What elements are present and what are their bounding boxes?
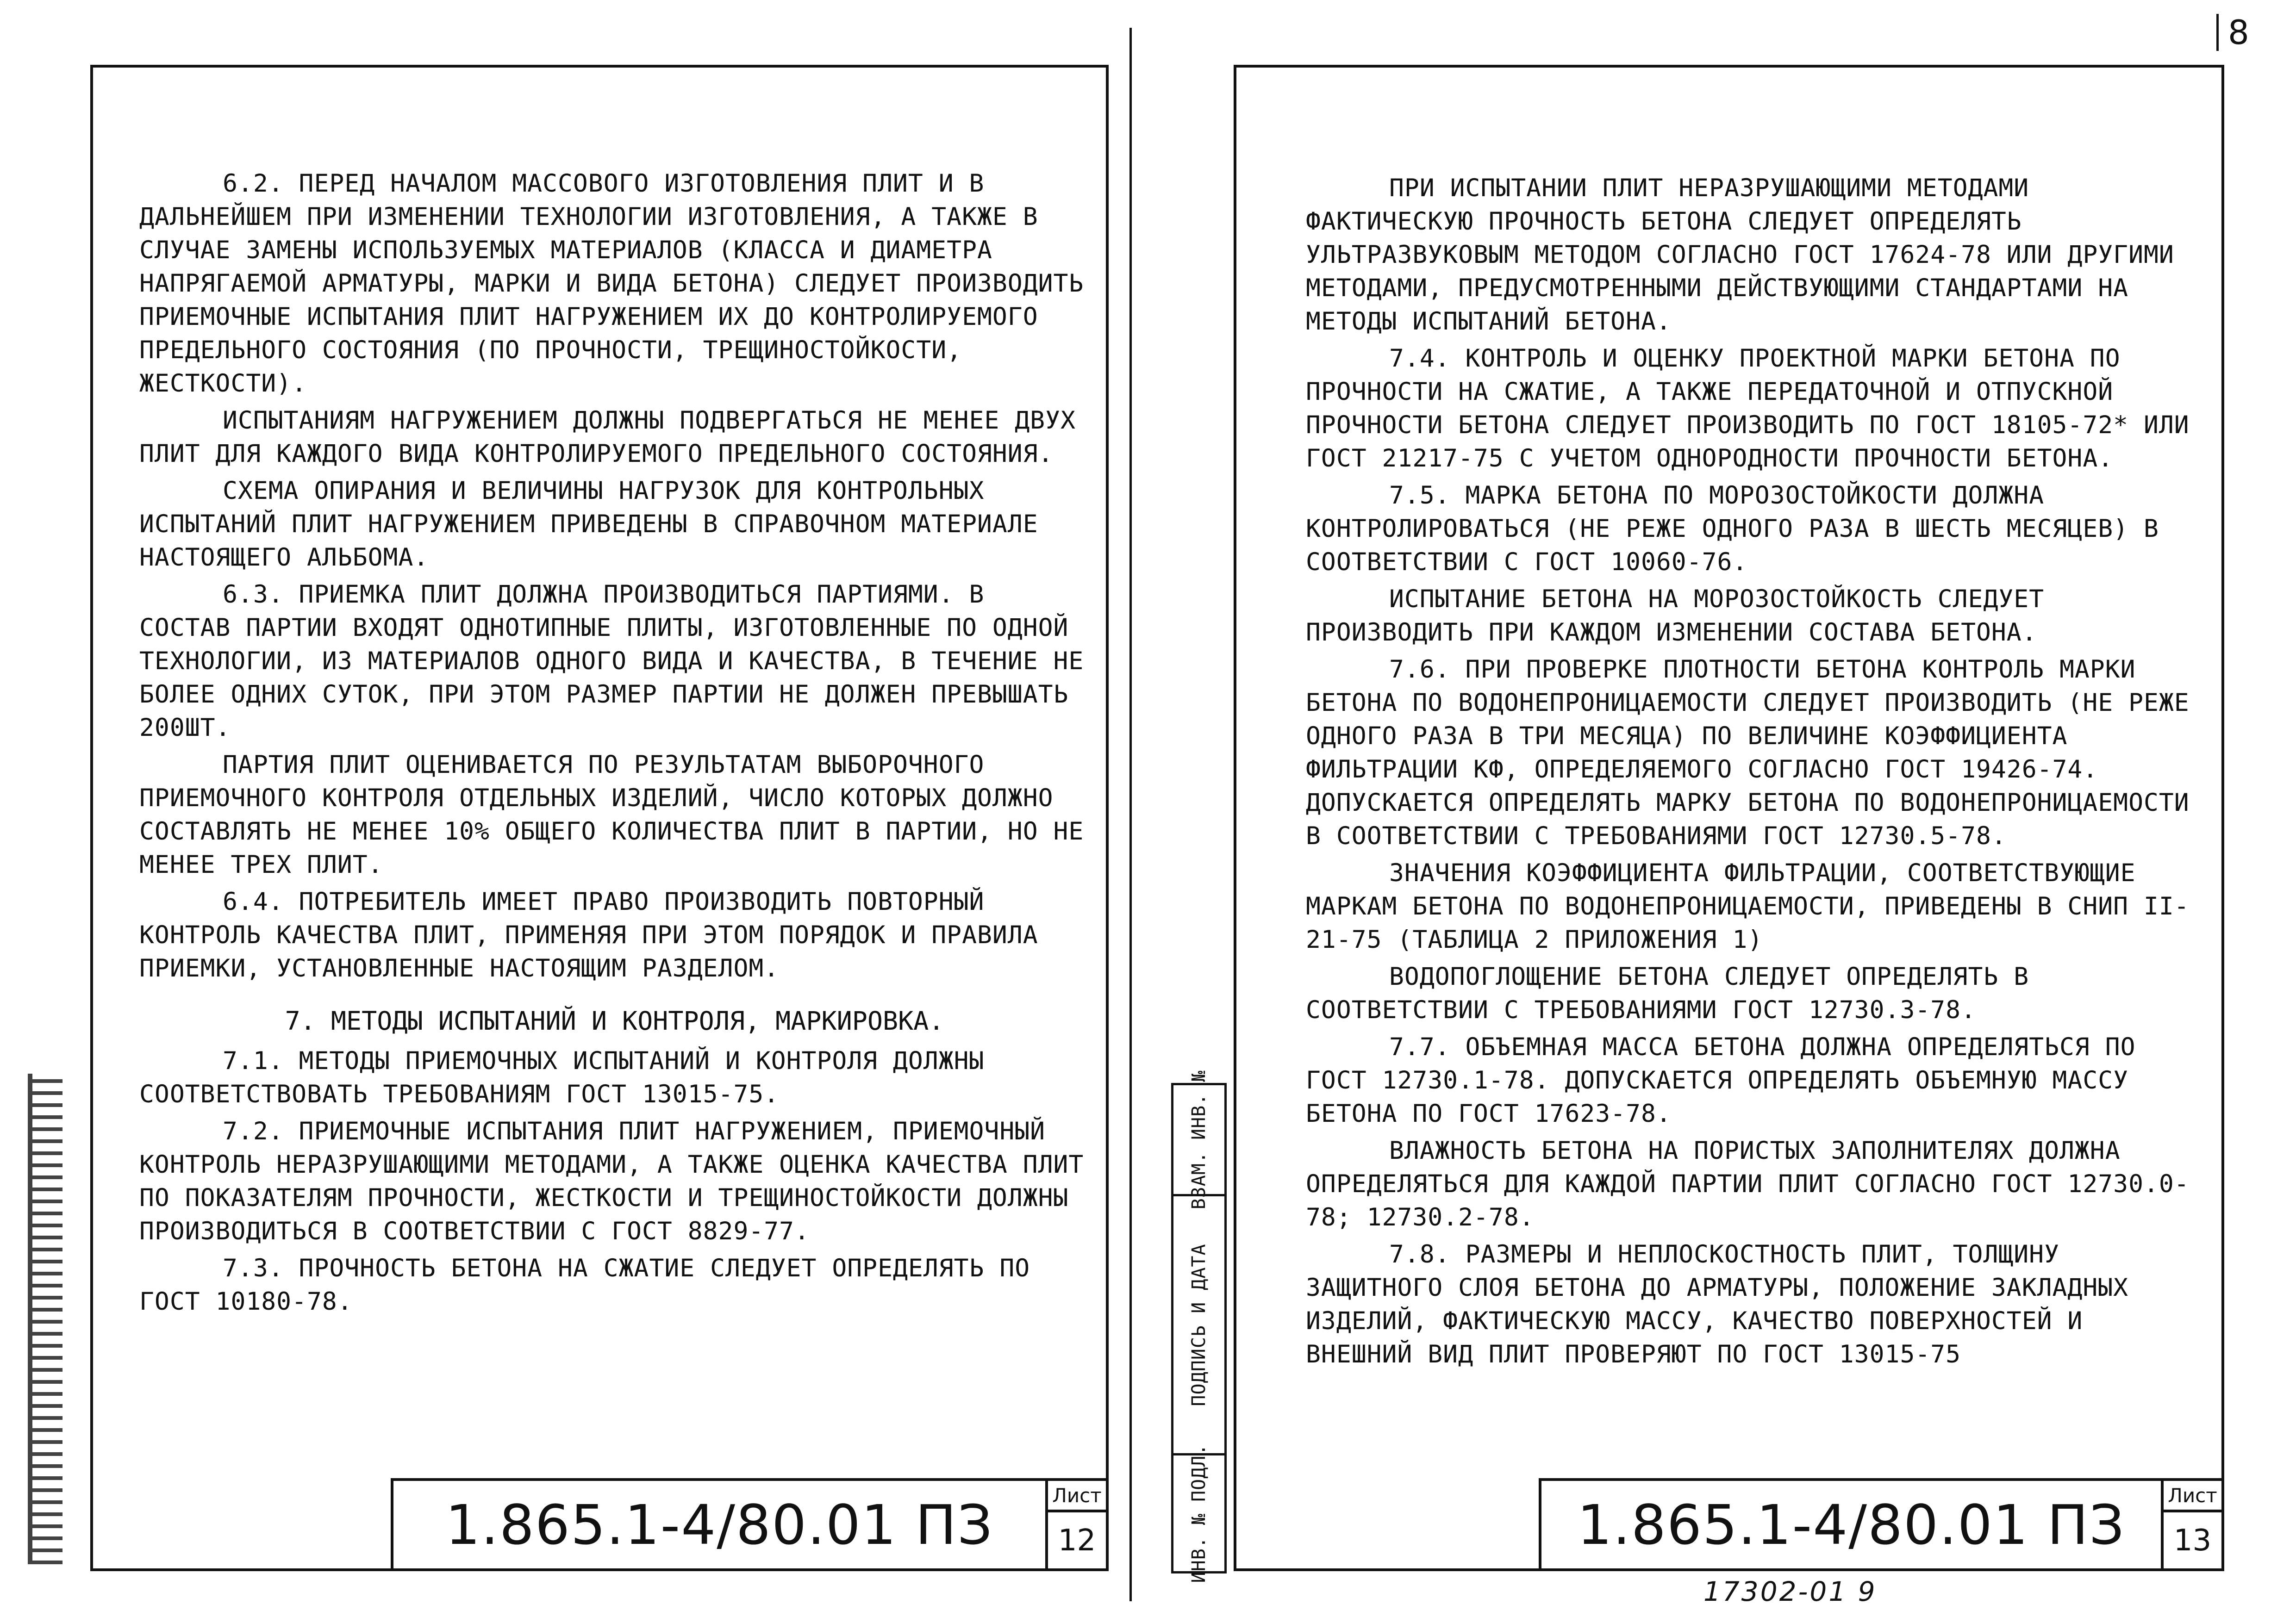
paragraph: 6.2. ПЕРЕД НАЧАЛОМ МАССОВОГО ИЗГОТОВЛЕНИЯ ПЛИТ И В ДАЛЬНЕЙШЕМ ПРИ ИЗМЕНЕНИИ ТЕХНОЛОГИИ ИЗГОТОВЛЕНИЯ, А ТАКЖЕ В СЛУЧАЕ ЗАМЕНЫ ИСПОЛЬЗУЕМЫХ МАТЕРИАЛОВ (КЛАССА И ДИАМЕТРА НАПРЯГАЕМОЙ АРМАТУРЫ, МАРКИ И ВИДА БЕТОНА) СЛЕДУЕТ ПРОИЗВОДИТЬ ПРИЕМОЧНЫЕ ИСПЫТАНИЯ ПЛИТ НАГРУЖЕНИЕМ ИХ ДО КОНТРОЛИРУЕМОГО ПРЕДЕЛЬНОГО СОСТОЯНИЯ (ПО ПРОЧНОСТИ, ТРЕЩИНОСТОЙКОСТИ, ЖЕСТКОСТИ).	[139, 169, 1099, 398]
stamp-cell	[1173, 1443, 1224, 1583]
approval-stamp	[1171, 1070, 1227, 1583]
sheet-number: 13	[2173, 1523, 2212, 1558]
sheet-box	[2161, 1481, 2221, 1568]
left-page-text	[139, 167, 1099, 1322]
bottom-archive-number: 17302-01 9	[1703, 1576, 1877, 1607]
section-heading: 7. МЕТОДЫ ИСПЫТАНИЙ И КОНТРОЛЯ, МАРКИРОВКА.	[285, 1006, 944, 1036]
corner-page-number: 8	[2216, 14, 2249, 51]
left-page	[90, 65, 1109, 1571]
paragraph: ИСПЫТАНИЕ БЕТОНА НА МОРОЗОСТОЙКОСТЬ СЛЕДУЕТ ПРОИЗВОДИТЬ ПРИ КАЖДОМ ИЗМЕНЕНИИ СОСТАВА БЕТОНА.	[1306, 585, 2059, 647]
paragraph: 7.7. ОБЪЕМНАЯ МАССА БЕТОНА ДОЛЖНА ОПРЕДЕЛЯТЬСЯ ПО ГОСТ 12730.1-78. ДОПУСКАЕТСЯ ОПРЕДЕЛЯТЬ ОБЪЕМНУЮ МАССУ БЕТОНА ПО ГОСТ 17623-78.	[1306, 1033, 2151, 1128]
paragraph: 6.3. ПРИЕМКА ПЛИТ ДОЛЖНА ПРОИЗВОДИТЬСЯ ПАРТИЯМИ. В СОСТАВ ПАРТИИ ВХОДЯТ ОДНОТИПНЫЕ ПЛИТЫ, ИЗГОТОВЛЕННЫЕ ПО ОДНОЙ ТЕХНОЛОГИИ, ИЗ МАТЕРИАЛОВ ОДНОГО ВИДА И КАЧЕСТВА, В ТЕЧЕНИЕ НЕ БОЛЕЕ ОДНИХ СУТОК, ПРИ ЭТОМ РАЗМЕР ПАРТИИ НЕ ДОЛЖЕН ПРЕВЫШАТЬ 200ШТ.	[139, 580, 1099, 742]
paragraph: ВОДОПОГЛОЩЕНИЕ БЕТОНА СЛЕДУЕТ ОПРЕДЕЛЯТЬ В СООТВЕТСТВИИ С ТРЕБОВАНИЯМИ ГОСТ 12730.3-78.	[1306, 963, 2045, 1024]
paragraph: ПАРТИЯ ПЛИТ ОЦЕНИВАЕТСЯ ПО РЕЗУЛЬТАТАМ ВЫБОРОЧНОГО ПРИЕМОЧНОГО КОНТРОЛЯ ОТДЕЛЬНЫХ ИЗДЕЛИЙ, ЧИСЛО КОТОРЫХ ДОЛЖНО СОСТАВЛЯТЬ НЕ МЕНЕЕ 10% ОБЩЕГО КОЛИЧЕСТВА ПЛИТ В ПАРТИИ, НО НЕ МЕНЕЕ ТРЕХ ПЛИТ.	[139, 751, 1099, 879]
sheet-label: Лист	[1048, 1481, 1106, 1512]
paragraph: 7.1. МЕТОДЫ ПРИЕМОЧНЫХ ИСПЫТАНИЙ И КОНТРОЛЯ ДОЛЖНЫ СООТВЕТСТВОВАТЬ ТРЕБОВАНИЯМ ГОСТ 13015-75.	[139, 1047, 1000, 1108]
paragraph: 7.3. ПРОЧНОСТЬ БЕТОНА НА СЖАТИЕ СЛЕДУЕТ ОПРЕДЕЛЯТЬ ПО ГОСТ 10180-78.	[139, 1254, 1046, 1316]
right-page	[1234, 65, 2224, 1571]
stamp-text: ИНВ. № ПОДЛ.	[1188, 1443, 1210, 1583]
left-stamp-strip	[28, 1074, 62, 1564]
paragraph: 7.5. МАРКА БЕТОНА ПО МОРОЗОСТОЙКОСТИ ДОЛЖНА КОНТРОЛИРОВАТЬСЯ (НЕ РЕЖЕ ОДНОГО РАЗА В ШЕСТЬ МЕСЯЦЕВ) В СООТВЕТСТВИИ С ГОСТ 10060-76.	[1306, 481, 2174, 576]
document-designation: 1.865.1-4/80.01 ПЗ	[445, 1492, 993, 1557]
stamp-cell	[1173, 1196, 1224, 1455]
title-block	[1539, 1478, 2221, 1568]
stamp-text: ПОДПИСЬ И ДАТА	[1188, 1243, 1210, 1406]
paragraph: 7.2. ПРИЕМОЧНЫЕ ИСПЫТАНИЯ ПЛИТ НАГРУЖЕНИЕМ, ПРИЕМОЧНЫЙ КОНТРОЛЬ НЕРАЗРУШАЮЩИМИ МЕТОДАМИ, А ТАКЖЕ ОЦЕНКА КАЧЕСТВА ПЛИТ ПО ПОКАЗАТЕЛЯМ ПРОЧНОСТИ, ЖЕСТКОСТИ И ТРЕЩИНОСТОЙКОСТИ ДОЛЖНЫ ПРОИЗВОДИТЬСЯ В СООТВЕТСТВИИ С ГОСТ 8829-77.	[139, 1117, 1099, 1245]
paragraph: 7.6. ПРИ ПРОВЕРКЕ ПЛОТНОСТИ БЕТОНА КОНТРОЛЬ МАРКИ БЕТОНА ПО ВОДОНЕПРОНИЦАЕМОСТИ СЛЕДУЕТ ПРОИЗВОДИТЬ (НЕ РЕЖЕ ОДНОГО РАЗА В ТРИ МЕСЯЦА) ПО ВЕЛИЧИНЕ КОЭФФИЦИЕНТА ФИЛЬТРАЦИИ КФ, ОПРЕДЕЛЯЕМОГО СОГЛАСНО ГОСТ 19426-74. ДОПУСКАЕТСЯ ОПРЕДЕЛЯТЬ МАРКУ БЕТОНА ПО ВОДОНЕПРОНИЦАЕМОСТИ В СООТВЕТСТВИИ С ТРЕБОВАНИЯМИ ГОСТ 12730.5-78.	[1306, 655, 2205, 850]
document-designation: 1.865.1-4/80.01 ПЗ	[1577, 1492, 2125, 1557]
paragraph: 6.4. ПОТРЕБИТЕЛЬ ИМЕЕТ ПРАВО ПРОИЗВОДИТЬ ПОВТОРНЫЙ КОНТРОЛЬ КАЧЕСТВА ПЛИТ, ПРИМЕНЯЯ ПРИ ЭТОМ ПОРЯДОК И ПРАВИЛА ПРИЕМКИ, УСТАНОВЛЕННЫЕ НАСТОЯЩИМ РАЗДЕЛОМ.	[139, 888, 1054, 983]
paragraph: ВЛАЖНОСТЬ БЕТОНА НА ПОРИСТЫХ ЗАПОЛНИТЕЛЯХ ДОЛЖНА ОПРЕДЕЛЯТЬСЯ ДЛЯ КАЖДОЙ ПАРТИИ ПЛИТ СОГЛАСНО ГОСТ 12730.0-78; 12730.2-78.	[1306, 1137, 2190, 1231]
paragraph: 7.8. РАЗМЕРЫ И НЕПЛОСКОСТНОСТЬ ПЛИТ, ТОЛЩИНУ ЗАЩИТНОГО СЛОЯ БЕТОНА ДО АРМАТУРЫ, ПОЛОЖЕНИЕ ЗАКЛАДНЫХ ИЗДЕЛИЙ, ФАКТИЧЕСКУЮ МАССУ, КАЧЕСТВО ПОВЕРХНОСТЕЙ И ВНЕШНИЙ ВИД ПЛИТ ПРОВЕРЯЮТ ПО ГОСТ 13015-75	[1306, 1240, 2144, 1368]
right-page-text	[1306, 172, 2203, 1375]
paragraph: ПРИ ИСПЫТАНИИ ПЛИТ НЕРАЗРУШАЮЩИМИ МЕТОДАМИ ФАКТИЧЕСКУЮ ПРОЧНОСТЬ БЕТОНА СЛЕДУЕТ ОПРЕДЕЛЯТЬ УЛЬТРАЗВУКОВЫМ МЕТОДОМ СОГЛАСНО ГОСТ 17624-78 ИЛИ ДРУГИМИ МЕТОДАМИ, ПРЕДУСМОТРЕННЫМИ ДЕЙСТВУЮЩИМИ СТАНДАРТАМИ НА МЕТОДЫ ИСПЫТАНИЙ БЕТОНА.	[1306, 174, 2190, 336]
sheet-number: 12	[1058, 1523, 1096, 1558]
page-fold-line	[1129, 28, 1132, 1601]
sheet-label: Лист	[2164, 1481, 2221, 1512]
paragraph: ИСПЫТАНИЯМ НАГРУЖЕНИЕМ ДОЛЖНЫ ПОДВЕРГАТЬСЯ НЕ МЕНЕЕ ДВУХ ПЛИТ ДЛЯ КАЖДОГО ВИДА КОНТРОЛИРУЕМОГО ПРЕДЕЛЬНОГО СОСТОЯНИЯ.	[139, 406, 1091, 468]
stamp-cell	[1173, 1070, 1224, 1209]
paragraph: ЗНАЧЕНИЯ КОЭФФИЦИЕНТА ФИЛЬТРАЦИИ, СООТВЕТСТВУЮЩИЕ МАРКАМ БЕТОНА ПО ВОДОНЕПРОНИЦАЕМОСТИ, ПРИВЕДЕНЫ В СНИП II-21-75 (ТАБЛИЦА 2 ПРИЛОЖЕНИЯ 1)	[1306, 859, 2190, 954]
sheet-box	[1045, 1481, 1106, 1568]
paragraph: СХЕМА ОПИРАНИЯ И ВЕЛИЧИНЫ НАГРУЗОК ДЛЯ КОНТРОЛЬНЫХ ИСПЫТАНИЙ ПЛИТ НАГРУЖЕНИЕМ ПРИВЕДЕНЫ В СПРАВОЧНОМ МАТЕРИАЛЕ НАСТОЯЩЕГО АЛЬБОМА.	[139, 477, 1054, 572]
paragraph: 7.4. КОНТРОЛЬ И ОЦЕНКУ ПРОЕКТНОЙ МАРКИ БЕТОНА ПО ПРОЧНОСТИ НА СЖАТИЕ, А ТАКЖЕ ПЕРЕДАТОЧНОЙ И ОТПУСКНОЙ ПРОЧНОСТИ БЕТОНА СЛЕДУЕТ ПРОИЗВОДИТЬ ПО ГОСТ 18105-72* ИЛИ ГОСТ 21217-75 С УЧЕТОМ ОДНОРОДНОСТИ ПРОЧНОСТИ БЕТОНА.	[1306, 344, 2205, 473]
stamp-text: ВЗАМ. ИНВ. №	[1188, 1070, 1210, 1209]
title-block	[391, 1478, 1106, 1568]
